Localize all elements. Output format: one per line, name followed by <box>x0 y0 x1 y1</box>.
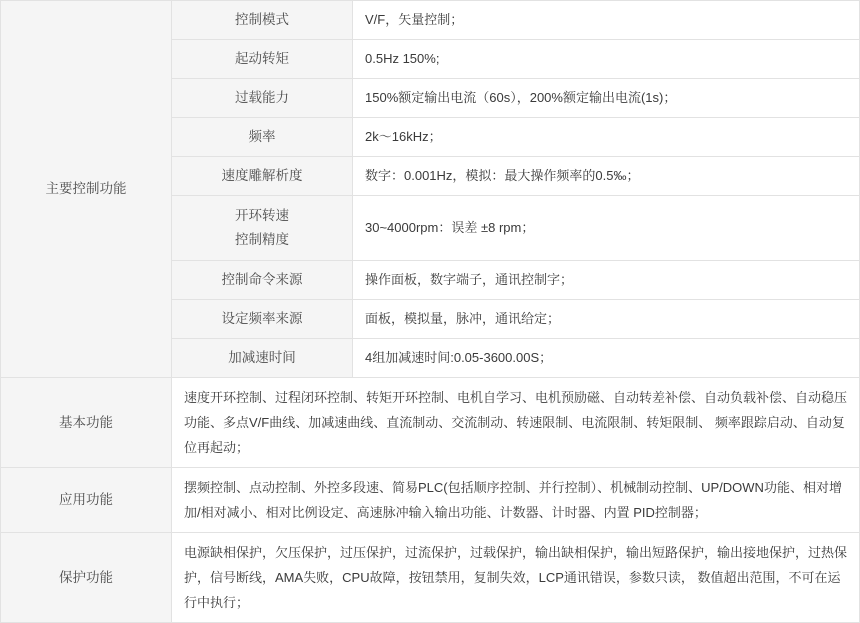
sub-label-frequency: 频率 <box>172 118 353 157</box>
sub-label-accel-decel-time: 加减速时间 <box>172 339 353 378</box>
category-label-application-functions: 应用功能 <box>1 468 172 533</box>
value-control-mode: V/F，矢量控制； <box>353 1 860 40</box>
table-row <box>1 1 860 40</box>
category-label-basic-functions: 基本功能 <box>1 378 172 468</box>
sub-label-open-loop-accuracy <box>172 196 353 261</box>
value-speed-resolution: 数字：0.001Hz，模拟：最大操作频率的0.5‰； <box>353 157 860 196</box>
sub-label-starting-torque: 起动转矩 <box>172 40 353 79</box>
table-row <box>1 533 860 623</box>
table-body <box>1 1 860 623</box>
sub-label-open-loop-accuracy-line1: 开环转速 <box>235 208 289 223</box>
value-basic-functions: 速度开环控制、过程闭环控制、转矩开环控制、电机自学习、电机预励磁、自动转差补偿、自动负载补偿、自动稳压功能、多点V/F曲线、加减速曲线、直流制动、交流制动、转速限制、电流限制、转矩限制、 频率跟踪启动、自动复位再起动； <box>172 378 860 468</box>
value-overload-capacity: 150%额定输出电流（60s），200%额定输出电流(1s)； <box>353 79 860 118</box>
sub-label-command-source: 控制命令来源 <box>172 261 353 300</box>
value-frequency: 2k～16kHz； <box>353 118 860 157</box>
category-label-main-control: 主要控制功能 <box>1 1 172 378</box>
sub-label-frequency-source: 设定频率来源 <box>172 300 353 339</box>
sub-label-overload-capacity: 过载能力 <box>172 79 353 118</box>
sub-label-speed-resolution: 速度雕解析度 <box>172 157 353 196</box>
sub-label-control-mode: 控制模式 <box>172 1 353 40</box>
value-protection-functions: 电源缺相保护，欠压保护，过压保护，过流保护，过载保护，输出缺相保护，输出短路保护，输出接地保护，过热保护，信号断线，AMA失败，CPU故障，按钮禁用，复制失效，LCP通讯错误，参数只读， 数值超出范围，不可在运行中执行； <box>172 533 860 623</box>
value-starting-torque: 0.5Hz 150%; <box>353 40 860 79</box>
value-frequency-source: 面板，模拟量，脉冲，通讯给定； <box>353 300 860 339</box>
sub-label-open-loop-accuracy-line2: 控制精度 <box>235 232 289 247</box>
value-accel-decel-time: 4组加减速时间:0.05-3600.00S； <box>353 339 860 378</box>
table-row <box>1 378 860 468</box>
value-open-loop-accuracy: 30~4000rpm：误差 ±8 rpm； <box>353 196 860 261</box>
category-label-protection-functions: 保护功能 <box>1 533 172 623</box>
value-command-source: 操作面板，数字端子，通讯控制字； <box>353 261 860 300</box>
table-row <box>1 468 860 533</box>
value-application-functions: 摆频控制、点动控制、外控多段速、简易PLC(包括顺序控制、并行控制）、机械制动控制、UP/DOWN功能、相对增加/相对减小、相对比例设定、高速脉冲输入输出功能、计数器、计时器、内置 PID控制器； <box>172 468 860 533</box>
